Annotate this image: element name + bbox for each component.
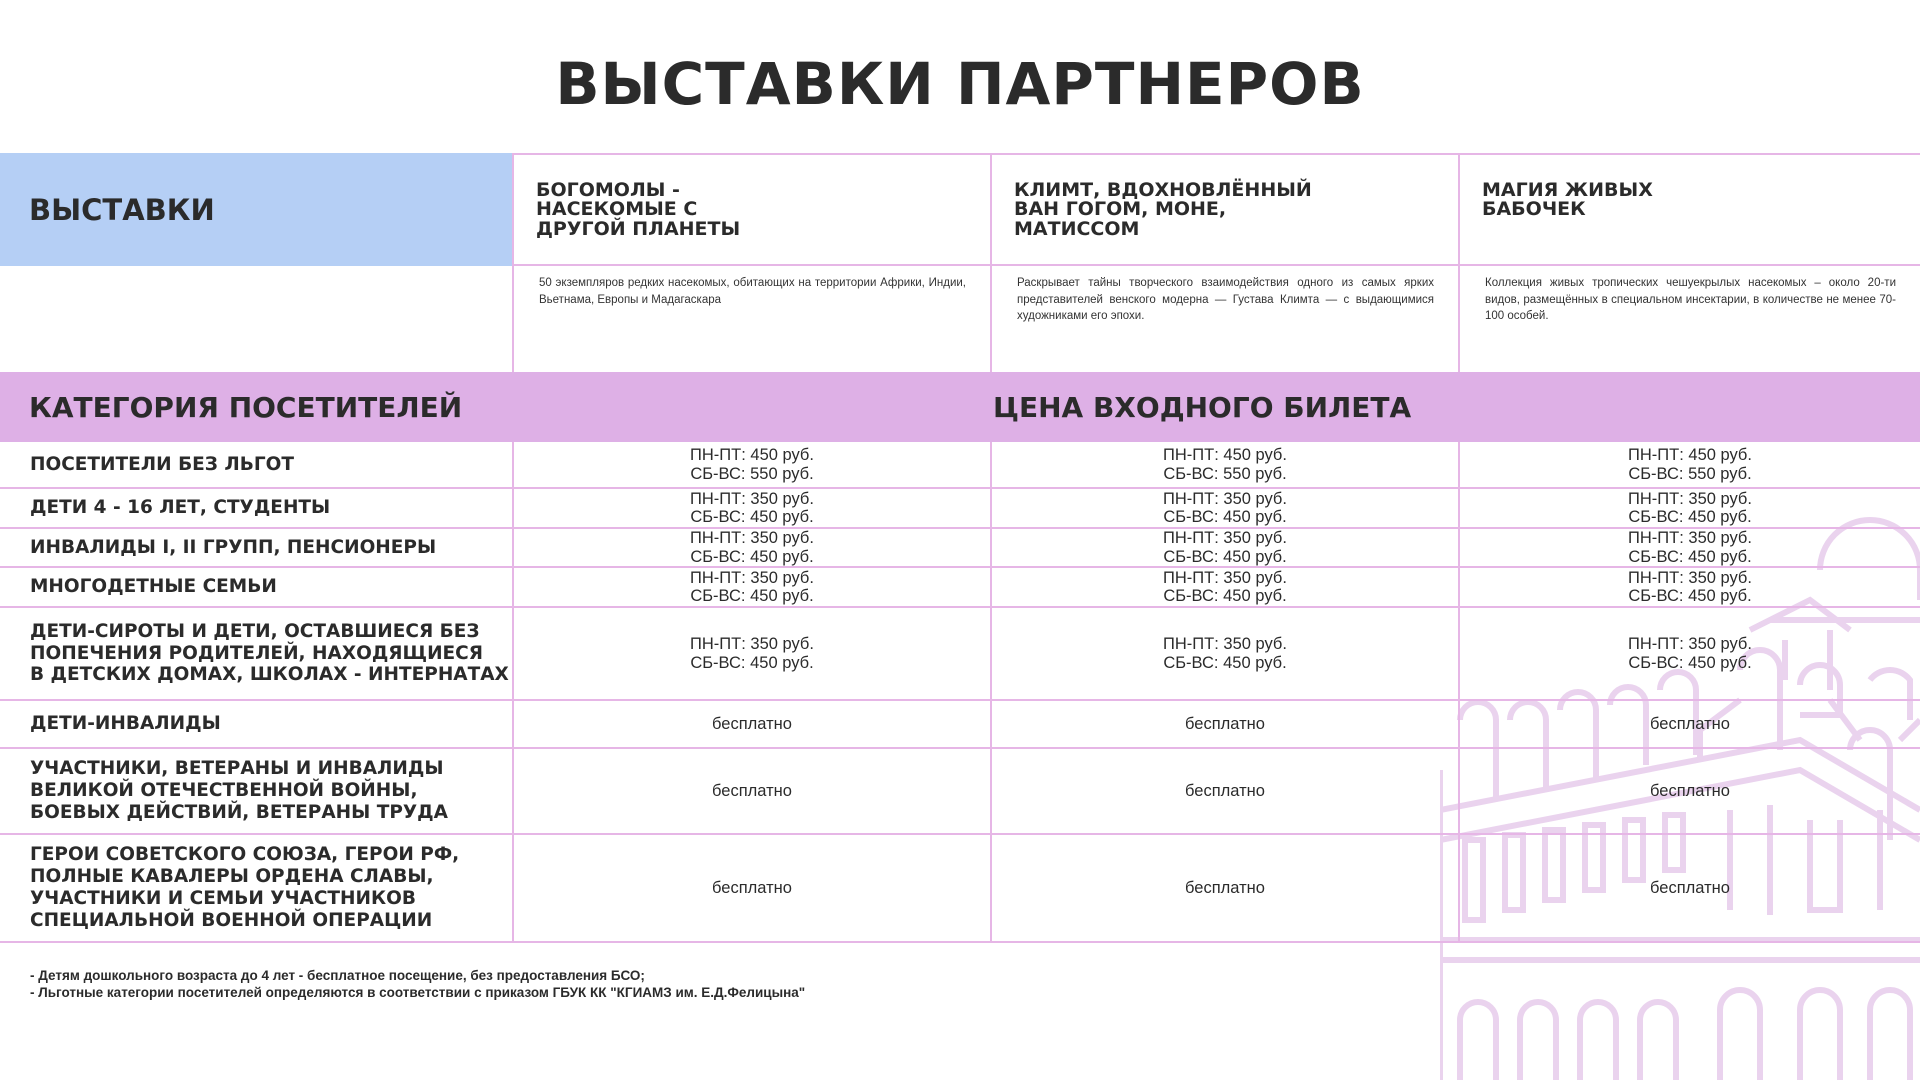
price-cell (1460, 489, 1920, 529)
weekday-price: ПН-ПТ: 350 руб. (1628, 568, 1752, 587)
price-header: ЦЕНА ВХОДНОГО БИЛЕТА (992, 372, 1920, 442)
description-spacer (0, 266, 514, 372)
weekday-price: ПН-ПТ: 350 руб. (1628, 635, 1752, 654)
price-cell (514, 568, 992, 608)
price-cell (992, 442, 1460, 489)
weekend-price: СБ-ВС: 450 руб. (1163, 547, 1287, 566)
price-cell (992, 489, 1460, 529)
category-cell: ДЕТИ-СИРОТЫ И ДЕТИ, ОСТАВШИЕСЯ БЕЗ ПОПЕЧЕНИЯ РОДИТЕЛЕЙ, НАХОДЯЩИЕСЯ В ДЕТСКИХ ДОМАХ, ШКОЛАХ - ИНТЕРНАТАХ (0, 608, 514, 701)
free-price: бесплатно (1650, 714, 1730, 733)
weekend-price: СБ-ВС: 450 руб. (1628, 587, 1752, 605)
weekend-price: СБ-ВС: 450 руб. (690, 587, 814, 605)
free-price: бесплатно (1650, 781, 1730, 800)
weekday-price: ПН-ПТ: 450 руб. (1628, 446, 1752, 465)
price-cell (514, 529, 992, 568)
weekend-price: СБ-ВС: 450 руб. (1163, 508, 1287, 526)
exhibitions-header: ВЫСТАВКИ (0, 153, 514, 266)
weekend-price: СБ-ВС: 550 руб. (690, 464, 814, 483)
price-cell (992, 529, 1460, 568)
price-cell (1460, 701, 1920, 749)
price-cell (992, 835, 1460, 943)
price-cell (514, 749, 992, 835)
category-header: КАТЕГОРИЯ ПОСЕТИТЕЛЕЙ (0, 372, 992, 442)
weekday-price: ПН-ПТ: 350 руб. (690, 489, 814, 508)
page-title: ВЫСТАВКИ ПАРТНЕРОВ (555, 50, 1365, 118)
weekday-price: ПН-ПТ: 350 руб. (690, 529, 814, 548)
footnote: - Детям дошкольного возраста до 4 лет - бесплатное посещение, без предоставления БСО; (30, 968, 645, 983)
category-cell: ДЕТИ 4 - 16 ЛЕТ, СТУДЕНТЫ (0, 489, 514, 529)
weekday-price: ПН-ПТ: 350 руб. (1163, 489, 1287, 508)
exhibition-3-description: Коллекция живых тропических чешуекрылых насекомых – около 20-ти видов, размещённых в специальном инсектарии, в количестве не менее 70-100 особей. (1485, 277, 1896, 323)
category-cell: ИНВАЛИДЫ I, II ГРУПП, ПЕНСИОНЕРЫ (0, 529, 514, 568)
weekend-price: СБ-ВС: 450 руб. (1628, 547, 1752, 566)
weekend-price: СБ-ВС: 450 руб. (690, 653, 814, 672)
weekend-price: СБ-ВС: 450 руб. (690, 508, 814, 526)
weekday-price: ПН-ПТ: 350 руб. (1163, 635, 1287, 654)
price-cell (514, 442, 992, 489)
price-cell (992, 568, 1460, 608)
exhibition-1-description: 50 экземпляров редких насекомых, обитающих на территории Африки, Индии, Вьетнама, Европы и Мадагаскара (514, 266, 992, 372)
price-cell (992, 749, 1460, 835)
price-cell (1460, 749, 1920, 835)
category-cell: ГЕРОИ СОВЕТСКОГО СОЮЗА, ГЕРОИ РФ, ПОЛНЫЕ КАВАЛЕРЫ ОРДЕНА СЛАВЫ, УЧАСТНИКИ И СЕМЬИ УЧАСТНИКОВ СПЕЦИАЛЬНОЙ ВОЕННОЙ ОПЕРАЦИИ (0, 835, 514, 943)
weekend-price: СБ-ВС: 450 руб. (1163, 587, 1287, 605)
price-cell (992, 608, 1460, 701)
weekend-price: СБ-ВС: 450 руб. (1628, 653, 1752, 672)
free-price: бесплатно (1185, 878, 1265, 897)
weekday-price: ПН-ПТ: 350 руб. (690, 568, 814, 587)
free-price: бесплатно (1185, 781, 1265, 800)
weekend-price: СБ-ВС: 450 руб. (690, 547, 814, 566)
price-cell (514, 608, 992, 701)
category-cell: ДЕТИ-ИНВАЛИДЫ (0, 701, 514, 749)
category-cell: ПОСЕТИТЕЛИ БЕЗ ЛЬГОТ (0, 442, 514, 489)
weekend-price: СБ-ВС: 550 руб. (1628, 464, 1752, 483)
weekday-price: ПН-ПТ: 350 руб. (1628, 529, 1752, 548)
free-price: бесплатно (1650, 878, 1730, 897)
price-cell (1460, 608, 1920, 701)
weekday-price: ПН-ПТ: 350 руб. (1628, 489, 1752, 508)
footnote: - Льготные категории посетителей определяются в соответствии с приказом ГБУК КК "КГИАМЗ им. Е.Д.Фелицына" (30, 984, 806, 1000)
weekend-price: СБ-ВС: 450 руб. (1628, 508, 1752, 526)
free-price: бесплатно (712, 878, 792, 897)
price-cell (514, 489, 992, 529)
weekday-price: ПН-ПТ: 350 руб. (1163, 568, 1287, 587)
free-price: бесплатно (1185, 714, 1265, 733)
price-cell (514, 835, 992, 943)
footnotes (30, 968, 805, 1002)
price-cell (1460, 835, 1920, 943)
price-cell (1460, 529, 1920, 568)
price-cell (992, 701, 1460, 749)
weekday-price: ПН-ПТ: 450 руб. (1163, 446, 1287, 465)
weekday-price: ПН-ПТ: 350 руб. (1163, 529, 1287, 548)
exhibition-2-name: КЛИМТ, ВДОХНОВЛЁННЫЙ ВАН ГОГОМ, МОНЕ, МАТИССОМ (992, 153, 1460, 266)
category-cell: УЧАСТНИКИ, ВЕТЕРАНЫ И ИНВАЛИДЫ ВЕЛИКОЙ ОТЕЧЕСТВЕННОЙ ВОЙНЫ, БОЕВЫХ ДЕЙСТВИЙ, ВЕТЕРАНЫ ТРУДА (0, 749, 514, 835)
price-cell (1460, 568, 1920, 608)
free-price: бесплатно (712, 714, 792, 733)
price-table (0, 153, 1920, 943)
price-cell (1460, 442, 1920, 489)
weekday-price: ПН-ПТ: 450 руб. (690, 446, 814, 465)
weekend-price: СБ-ВС: 450 руб. (1163, 653, 1287, 672)
exhibition-1-name: БОГОМОЛЫ - НАСЕКОМЫЕ С ДРУГОЙ ПЛАНЕТЫ (514, 153, 992, 266)
price-cell (514, 701, 992, 749)
category-cell: МНОГОДЕТНЫЕ СЕМЬИ (0, 568, 514, 608)
weekday-price: ПН-ПТ: 350 руб. (690, 635, 814, 654)
exhibition-2-description: Раскрывает тайны творческого взаимодействия одного из самых ярких представителей венского модерна — Густава Климта — с выдающимися художниками его эпохи. (992, 266, 1460, 372)
exhibition-3-name: МАГИЯ ЖИВЫХ БАБОЧЕК (1460, 153, 1920, 266)
weekend-price: СБ-ВС: 550 руб. (1163, 464, 1287, 483)
free-price: бесплатно (712, 781, 792, 800)
